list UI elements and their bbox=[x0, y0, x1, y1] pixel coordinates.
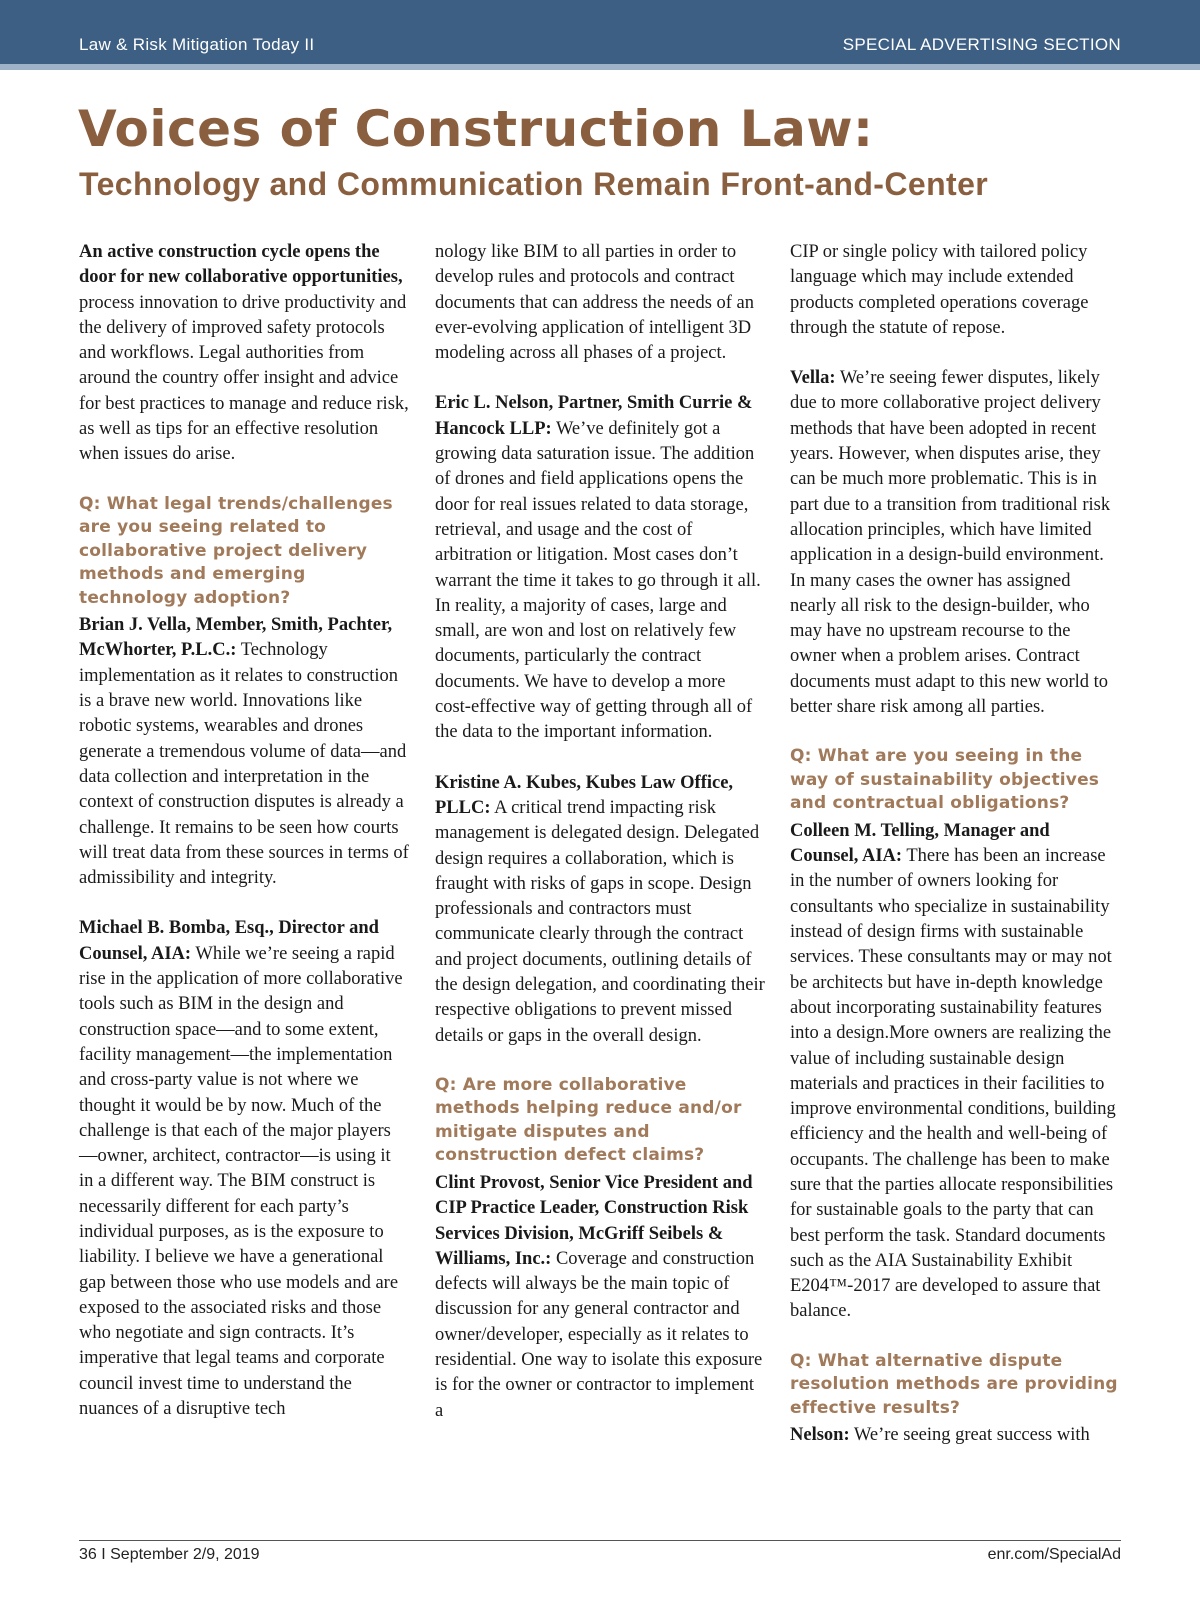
answer-nelson-1 bbox=[435, 391, 765, 745]
column-1 bbox=[79, 240, 409, 1422]
answer-bomba bbox=[79, 916, 409, 1422]
speaker-kubes: Kristine A. Kubes, Kubes Law Office, PLLC: bbox=[435, 772, 734, 818]
intro-text: process innovation to drive productivity and the delivery of improved safety protocols and workflows. Legal authorities from around the country offer insight and advice for best practices to manage and reduce risk, as well as tips for an effective resolution when issues do arise. bbox=[79, 292, 409, 465]
question-1: Q: What legal trends/challenges are you seeing related to collaborative project delivery methods and emerging technology adoption? bbox=[79, 493, 393, 608]
speaker-bomba: Michael B. Bomba, Esq., Director and Counsel, AIA: bbox=[79, 918, 379, 964]
answer-vella-2 bbox=[790, 366, 1120, 720]
answer-text: We’re seeing great success with bbox=[849, 1425, 1090, 1446]
answer-text: We’re seeing fewer disputes, likely due to more collaborative project delivery methods that have been adopted in recent years. However, when disputes arise, they can be much more problematic. This is in part due to a transition from traditional risk allocation principles, which have limited application in a design-build environment. In many cases the owner has assigned nearly all risk to the design-builder, who may have no upstream recourse to the owner when a problem arises. Contract documents must adapt to this new world to better share risk among all parties. bbox=[790, 368, 1111, 718]
question-3: Q: What are you seeing in the way of sustainability objectives and contractual obligations? bbox=[790, 746, 1100, 814]
speaker-vella: Brian J. Vella, Member, Smith, Pachter, McWhorter, P.L.C.: bbox=[79, 615, 393, 661]
footer-url: enr.com/SpecialAd bbox=[987, 1546, 1121, 1563]
question-2: Q: Are more collaborative methods helping reduce and/or mitigate disputes and construction defect claims? bbox=[435, 1074, 742, 1166]
answer-text: We’ve definitely got a growing data saturation issue. The addition of drones and field applications opens the door for real issues related to data storage, retrieval, and usage and the cost of arbitration or litigation. Most cases don’t warrant the time it takes to go through it all. In reality, a majority of cases, large and small, are won and lost on relatively few documents, particularly the contract documents. We have to develop a more cost-effective way of getting through all of the data to the important information. bbox=[435, 418, 761, 743]
answer-text: While we’re seeing a rapid rise in the application of more collaborative tools such as BIM in the design and construction space—and to some extent, facility management—the implementation and cross-party value is not where we thought it would be by now. Much of the challenge is that each of the major players—owner, architect, contractor—is using it in a different way. The BIM construct is necessarily different for each party’s individual purposes, as is the exposure to liability. I believe we have a generational gap between those who use models and are exposed to the associated risks and those who negotiate and sign contracts. It’s imperative that legal teams and corporate council invest time to understand the nuances of a disruptive tech bbox=[79, 943, 403, 1420]
answer-text: Technology implementation as it relates to construction is a brave new world. Innovations like robotic systems, wearables and drones generate a tremendous volume of data—and data collection and interpretation in the context of construction disputes is already a challenge. It remains to be seen how courts will treat data from these sources in terms of admissibility and integrity. bbox=[79, 640, 409, 889]
article-subtitle: Technology and Communication Remain Front-and-Center bbox=[79, 166, 989, 202]
question-4: Q: What alternative dispute resolution methods are providing effective results? bbox=[790, 1350, 1118, 1418]
intro-paragraph bbox=[79, 240, 409, 468]
speaker-nelson: Eric L. Nelson, Partner, Smith Currie & Hancock LLP: bbox=[435, 393, 753, 439]
answer-bomba-continued: nology like BIM to all parties in order to develop rules and protocols and contract documents that can address the needs of an ever-evolving application of intelligent 3D modeling across all phases of a project. bbox=[435, 242, 755, 364]
answer-provost bbox=[435, 1171, 765, 1424]
speaker-provost: Clint Provost, Senior Vice President and CIP Practice Leader, Construction Risk Services Division, McGriff Seibels & Williams, Inc.: bbox=[435, 1172, 753, 1269]
speaker-nelson-short: Nelson: bbox=[790, 1425, 850, 1446]
column-2 bbox=[435, 240, 765, 1424]
section-label: SPECIAL ADVERTISING SECTION bbox=[842, 35, 1121, 54]
column-3 bbox=[790, 240, 1120, 1449]
header-bar bbox=[0, 0, 1200, 70]
speaker-vella-short: Vella: bbox=[790, 368, 836, 389]
answer-kubes bbox=[435, 771, 765, 1049]
speaker-telling: Colleen M. Telling, Manager and Counsel, AIA: bbox=[790, 820, 1050, 867]
intro-lead: An active construction cycle opens the door for new collaborative opportunities, bbox=[79, 242, 403, 288]
section-name: Law & Risk Mitigation Today II bbox=[79, 35, 315, 54]
answer-telling bbox=[790, 819, 1120, 1325]
answer-vella-1 bbox=[79, 613, 409, 891]
article-title: Voices of Construction Law: bbox=[78, 100, 874, 158]
page-number-date: 36 I September 2/9, 2019 bbox=[79, 1546, 260, 1563]
answer-text: There has been an increase in the number of owners looking for consultants who specialize in sustainability instead of design firms with sustainable services. These consultants may or may not be architects but have in-depth knowledge about incorporating sustainability features into a design.More owners are realizing the value of including sustainable design materials and practices in their facilities to improve environmental conditions, building efficiency and the health and well-being of occupants. The challenge has been to make sure that the parties allocate responsibilities for sustainable goals to the party that can best perform the task. Standard documents such as the AIA Sustainability Exhibit E204™-2017 are developed to assure that balance. bbox=[790, 846, 1116, 1322]
answer-text: A critical trend impacting risk management is delegated design. Delegated design requires a collaboration, which is fraught with risks of gaps in scope. Design professionals and contractors must communicate clearly through the contract and project documents, outlining details of the design delegation, and coordinating their respective obligations to prevent missed details or gaps in the overall design. bbox=[435, 797, 765, 1046]
answer-nelson-2 bbox=[790, 1423, 1120, 1448]
answer-text: Coverage and construction defects will always be the main topic of discussion for any general contractor and owner/developer, especially as it relates to residential. One way to isolate this exposure is for the owner or contractor to implement a bbox=[435, 1248, 763, 1421]
answer-provost-continued: CIP or single policy with tailored policy language which may include extended products completed operations coverage through the statute of repose. bbox=[790, 242, 1089, 338]
footer-divider bbox=[79, 1540, 1121, 1541]
